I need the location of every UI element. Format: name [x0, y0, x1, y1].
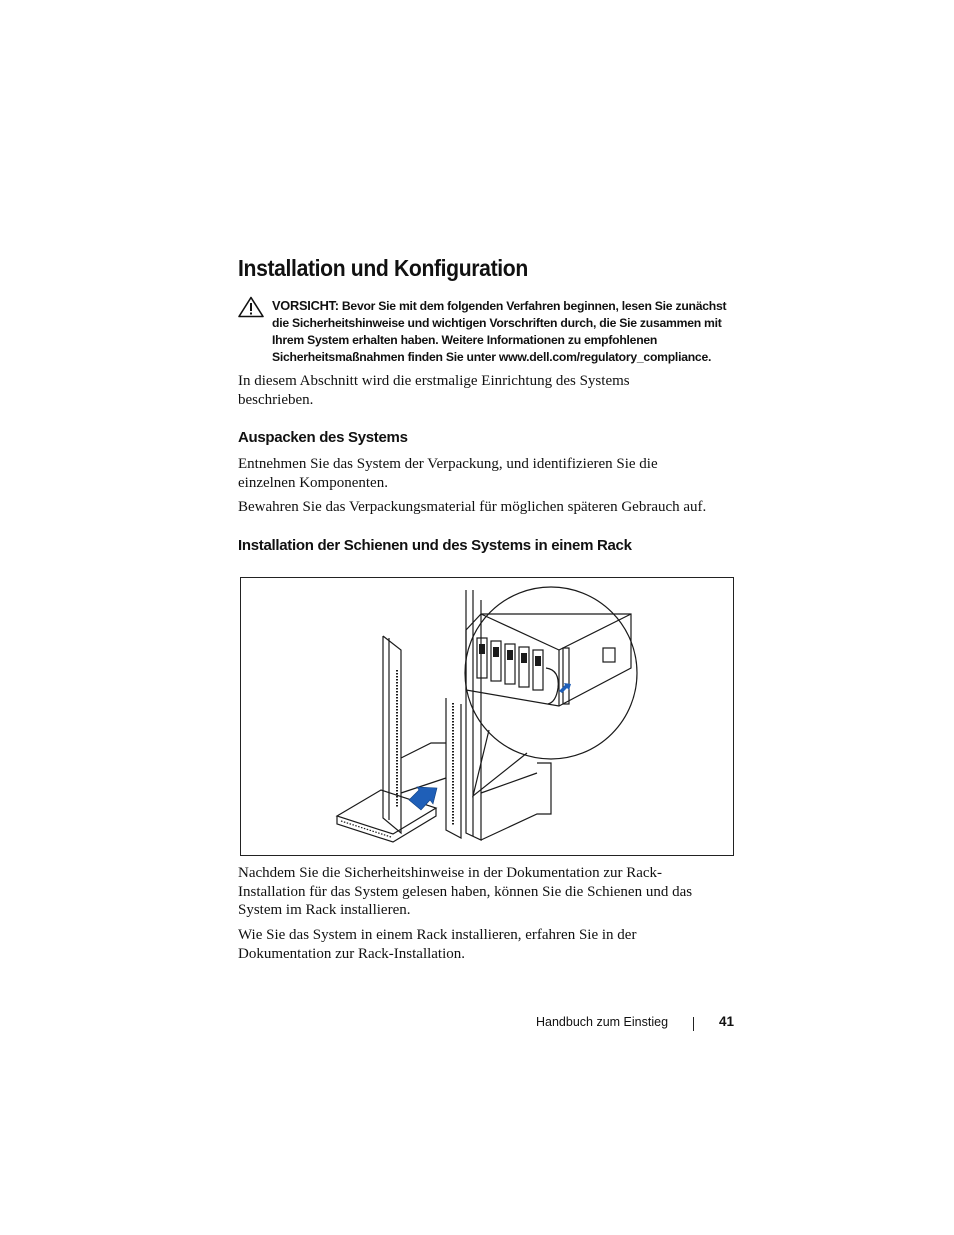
section-heading-unpacking: Auspacken des Systems: [238, 429, 408, 446]
rack-installation-figure: [240, 577, 734, 856]
footer-page-number: 41: [719, 1014, 735, 1029]
rack-paragraph-2: Wie Sie das System in einem Rack installieren, erfahren Sie in der Dokumentation zur Rack-Installation.: [238, 927, 637, 962]
footer-separator: [693, 1017, 694, 1031]
rack-illustration: [241, 578, 734, 856]
unpacking-paragraph-2: Bewahren Sie das Verpackungsmaterial für möglichen späteren Gebrauch auf.: [238, 499, 707, 515]
intro-paragraph: In diesem Abschnitt wird die erstmalige Einrichtung des Systems beschrieben.: [238, 373, 630, 408]
caution-label: VORSICHT:: [272, 298, 339, 313]
caution-text: Bevor Sie mit dem folgenden Verfahren beginnen, lesen Sie zunächst die Sicherheitshinweise und wichtigen Vorschriften durch, die Sie zusammen mit Ihrem System erhalten haben. Weitere Informationen zu empfohlenen Sicherheitsmaßnahmen finden Sie unter www.dell.com/regulatory_compliance.: [272, 299, 727, 364]
section-heading-rack-installation: Installation der Schienen und des Systems in einem Rack: [238, 537, 632, 554]
warning-triangle-icon: [238, 296, 264, 318]
rack-paragraph-1: Nachdem Sie die Sicherheitshinweise in der Dokumentation zur Rack-Installation für das System gelesen haben, können Sie die Schienen und das System im Rack installieren.: [238, 865, 693, 919]
page-title: Installation und Konfiguration: [238, 255, 528, 281]
unpacking-paragraph-1: Entnehmen Sie das System der Verpackung, und identifizieren Sie die einzelnen Komponenten.: [238, 456, 658, 491]
footer-document-title: Handbuch zum Einstieg: [536, 1015, 669, 1029]
caution-note: [272, 297, 742, 366]
